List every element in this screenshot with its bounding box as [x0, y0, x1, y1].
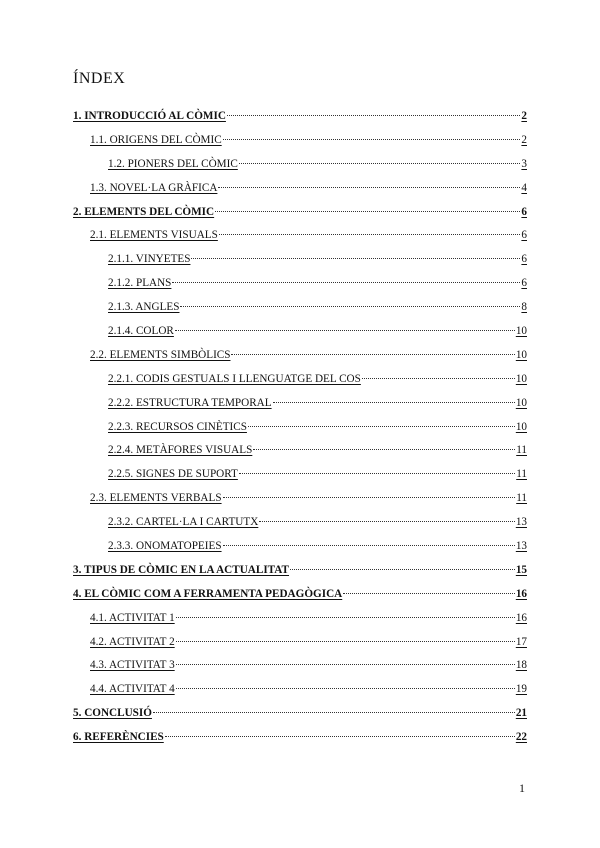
toc-entry-page[interactable]: 19: [515, 683, 527, 696]
toc-entry-page[interactable]: 21: [515, 707, 527, 720]
toc-entry-label[interactable]: 2.2.1. CODIS GESTUALS I LLENGUATGE DEL COS: [108, 372, 361, 385]
toc-entry-label[interactable]: 4.1. ACTIVITAT 1: [90, 611, 175, 624]
dot-leader: [176, 688, 515, 689]
toc-entry-label[interactable]: 3. TIPUS DE CÒMIC EN LA ACTUALITAT: [73, 563, 290, 576]
toc-entry-page[interactable]: 11: [516, 468, 527, 481]
toc-entry[interactable]: [73, 612, 527, 636]
dot-leader: [191, 258, 520, 259]
toc-entry-page[interactable]: 6: [521, 253, 527, 266]
toc-entry-label[interactable]: 2.2.5. SIGNES DE SUPORT: [108, 468, 238, 481]
toc-entry-page[interactable]: 4: [521, 181, 527, 194]
dot-leader: [259, 521, 515, 522]
toc-entry[interactable]: [73, 134, 527, 158]
toc-entry-label[interactable]: 2.1.2. PLANS: [108, 277, 172, 290]
toc-entry-label[interactable]: 6. REFERÈNCIES: [73, 731, 164, 744]
toc-entry-label[interactable]: 2.2. ELEMENTS SIMBÒLICS: [90, 348, 231, 361]
dot-leader: [273, 402, 515, 403]
toc-entry-label[interactable]: 2.3. ELEMENTS VERBALS: [90, 492, 222, 505]
toc-entry[interactable]: [73, 444, 527, 468]
toc-entry[interactable]: [73, 182, 527, 206]
toc-entry-page[interactable]: 17: [515, 635, 527, 648]
toc-entry-label[interactable]: 2.3.2. CARTEL·LA I CARTUTX: [108, 516, 259, 529]
toc-entry[interactable]: [73, 397, 527, 421]
dot-leader: [223, 139, 521, 140]
dot-leader: [172, 282, 520, 283]
toc-entry-page[interactable]: 8: [521, 301, 527, 314]
dot-leader: [362, 378, 515, 379]
toc-entry-page[interactable]: 10: [515, 325, 527, 338]
toc-entry-page[interactable]: 10: [515, 348, 527, 361]
toc-entry-page[interactable]: 2: [521, 110, 527, 122]
toc-entry-label[interactable]: 1. INTRODUCCIÓ AL CÒMIC: [73, 110, 226, 122]
dot-leader: [248, 426, 515, 427]
dot-leader: [290, 569, 515, 570]
toc-entry-page[interactable]: 10: [515, 396, 527, 409]
dot-leader: [218, 187, 520, 188]
dot-leader: [223, 545, 515, 546]
toc-entry[interactable]: [73, 540, 527, 564]
toc-entry-page[interactable]: 11: [516, 492, 527, 505]
toc-entry-page[interactable]: 6: [521, 205, 527, 218]
toc-entry[interactable]: [73, 349, 527, 373]
dot-leader: [239, 473, 515, 474]
toc-entry-label[interactable]: 2.1.1. VINYETES: [108, 253, 191, 266]
toc-entry-label[interactable]: 2.1. ELEMENTS VISUALS: [90, 229, 218, 242]
toc-entry[interactable]: [73, 253, 527, 277]
toc-entry[interactable]: [73, 516, 527, 540]
toc-entry-page[interactable]: 13: [515, 516, 527, 529]
toc-entry-label[interactable]: 2.1.3. ANGLES: [108, 301, 180, 314]
toc-entry-label[interactable]: 5. CONCLUSIÓ: [73, 707, 152, 720]
toc-entry-page[interactable]: 22: [515, 731, 527, 744]
toc-entry-page[interactable]: 2: [521, 133, 527, 146]
toc-entry-page[interactable]: 6: [521, 229, 527, 242]
toc-entry[interactable]: [73, 229, 527, 253]
toc-entry[interactable]: [73, 564, 527, 588]
dot-leader: [239, 163, 521, 164]
dot-leader: [153, 712, 515, 713]
toc-entry-page[interactable]: 10: [515, 420, 527, 433]
toc-entry-label[interactable]: 2.2.2. ESTRUCTURA TEMPORAL: [108, 396, 272, 409]
toc-entry-label[interactable]: 2.2.4. METÀFORES VISUALS: [108, 444, 253, 457]
page-title: ÍNDEX: [73, 70, 126, 87]
toc-entry-page[interactable]: 6: [521, 277, 527, 290]
toc-entry-page[interactable]: 11: [516, 444, 527, 457]
toc-entry-page[interactable]: 18: [515, 659, 527, 672]
dot-leader: [176, 664, 515, 665]
toc-entry[interactable]: [73, 683, 527, 707]
toc-entry[interactable]: [73, 110, 527, 134]
toc-entry[interactable]: [73, 325, 527, 349]
dot-leader: [165, 736, 515, 737]
toc-entry[interactable]: [73, 707, 527, 731]
toc-entry-label[interactable]: 4.4. ACTIVITAT 4: [90, 683, 175, 696]
toc-entry[interactable]: [73, 468, 527, 492]
page-number: 1: [519, 781, 525, 795]
toc-entry[interactable]: [73, 731, 527, 755]
table-of-contents: [73, 110, 527, 755]
dot-leader: [180, 306, 520, 307]
toc-entry-label[interactable]: 1.3. NOVEL·LA GRÀFICA: [90, 181, 218, 194]
toc-entry-label[interactable]: 2. ELEMENTS DEL CÒMIC: [73, 205, 215, 218]
toc-entry-page[interactable]: 13: [515, 540, 527, 553]
toc-entry-page[interactable]: 16: [515, 587, 527, 600]
toc-entry-page[interactable]: 10: [515, 372, 527, 385]
toc-entry[interactable]: [73, 373, 527, 397]
toc-entry[interactable]: [73, 659, 527, 683]
toc-entry-label[interactable]: 2.3.3. ONOMATOPEIES: [108, 540, 222, 553]
toc-entry[interactable]: [73, 277, 527, 301]
toc-entry-label[interactable]: 1.2. PIONERS DEL CÒMIC: [108, 157, 238, 170]
toc-entry[interactable]: [73, 588, 527, 612]
dot-leader: [223, 497, 516, 498]
toc-entry-label[interactable]: 2.2.3. RECURSOS CINÈTICS: [108, 420, 247, 433]
dot-leader: [176, 641, 515, 642]
dot-leader: [343, 593, 515, 594]
toc-entry-label[interactable]: 2.1.4. COLOR: [108, 325, 174, 338]
dot-leader: [215, 211, 520, 212]
toc-entry[interactable]: [73, 158, 527, 182]
toc-entry[interactable]: [73, 492, 527, 516]
toc-entry[interactable]: [73, 301, 527, 325]
dot-leader: [219, 234, 521, 235]
toc-entry-page[interactable]: 15: [515, 563, 527, 576]
toc-entry-label[interactable]: 1.1. ORIGENS DEL CÒMIC: [90, 133, 222, 146]
toc-entry-label[interactable]: 4.3. ACTIVITAT 3: [90, 659, 175, 672]
toc-entry-page[interactable]: 16: [515, 611, 527, 624]
dot-leader: [253, 449, 515, 450]
dot-leader: [231, 354, 514, 355]
toc-entry[interactable]: [73, 206, 527, 230]
toc-entry[interactable]: [73, 636, 527, 660]
toc-entry-label[interactable]: 4. EL CÒMIC COM A FERRAMENTA PEDAGÒGICA: [73, 587, 343, 600]
toc-entry-page[interactable]: 3: [521, 157, 527, 170]
dot-leader: [227, 115, 520, 116]
dot-leader: [176, 617, 515, 618]
toc-entry[interactable]: [73, 421, 527, 445]
toc-entry-label[interactable]: 4.2. ACTIVITAT 2: [90, 635, 175, 648]
dot-leader: [175, 330, 515, 331]
